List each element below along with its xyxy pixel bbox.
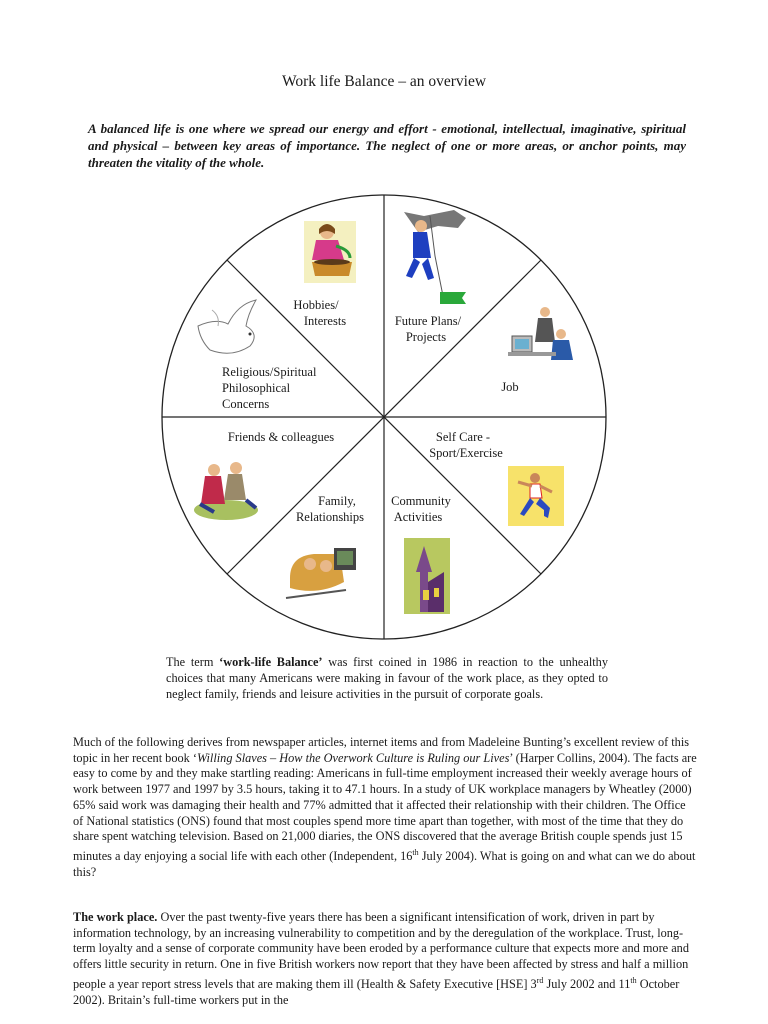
label-job: Job [501, 380, 519, 394]
body-paragraph-1 [73, 735, 697, 880]
runner-icon [508, 466, 564, 526]
label-friends: Friends & colleagues [227, 430, 335, 444]
label-hobbies-line2: Interests [303, 314, 347, 328]
label-religious-line1: Religious/Spiritual [222, 365, 317, 379]
intro-paragraph: A balanced life is one where we spread our energy and effort - emotional, intellectual, imaginative, spiritual and physical – between key areas of importance. The neglect of one or more areas, or anchor points, may threaten the vitality of the whole. [88, 121, 686, 170]
label-selfcare-line1: Self Care - [435, 430, 491, 444]
definition-paragraph [166, 654, 608, 702]
page-title: Work life Balance – an overview [281, 73, 487, 90]
label-religious-line2: Philosophical [222, 381, 291, 395]
label-future-line1: Future Plans/ [394, 314, 462, 328]
label-hobbies-line1: Hobbies/ [293, 298, 339, 312]
p2-sup-2: th [630, 975, 637, 985]
label-selfcare-line2: Sport/Exercise [429, 446, 503, 460]
church-icon [404, 538, 450, 614]
label-community-line1: Community [391, 494, 451, 508]
definition-post: was first coined in 1986 in reaction to the unhealthy choices that many Americans were making in favour of the work place, as they opted to neglect family, friends and leisure activities in the pursuit of corporate goals. [166, 655, 608, 701]
gardening-person-icon [304, 221, 356, 283]
section-heading-work-place: The work place. [73, 910, 158, 924]
p2-text-c: October 2002). Britain’s full-time workers put in the [73, 976, 680, 1007]
p1-sup: th [412, 847, 419, 857]
definition-pre: The term [166, 655, 220, 669]
p1-text-c: July 2004). What is going on and what can we do about this? [73, 849, 696, 879]
label-family-line2: Relationships [295, 510, 365, 524]
p1-text-b: ’ (Harper Collins, 2004). The facts are easy to come by and they make startling reading: Americans in full-time employment increased their weekly average hours of work between 1977 and 1997 by 3.5 hours, taking it to 47.1 hours. In a study of UK workplace managers by Wheatley (2000) 65% said work was damaging their health and 77% admitted that it affected their relationship with their children. The Office of National statistics (ONS) found that most couples spend more time apart than together, with most of the time that they do share spent watching television. Based on 21,000 diaries, the ONS discovered that the average British couple spends just 15 minutes a day enjoying a social life with each other (Independent, 16 [73, 750, 697, 864]
label-future-line2: Projects [405, 330, 447, 344]
definition-term: ‘work-life Balance’ [219, 655, 323, 669]
p2-text-b: July 2002 and 11 [543, 976, 631, 991]
p2-sup-1: rd [536, 975, 544, 985]
book-title: Willing Slaves – How the Overwork Culture is Ruling our Lives [196, 750, 510, 765]
label-religious-line3: Concerns [222, 397, 270, 411]
label-family-line1: Family, [318, 494, 356, 508]
label-community-line2: Activities [393, 510, 443, 524]
p2-text-a: Over the past twenty-five years there has been a significant intensification of work, driven in part by information technology, by an increasing vulnerability to competition and by the deregulation of the workplace. Trust, long-term loyalty and a sense of corporate community have been eroded by a performance culture that expects more and more and offers little security in return. One in five British workers now report that they have been affected by stress and half a million people a year report stress levels that are making them ill (Health & Safety Executive [HSE] 3 [73, 910, 689, 991]
body-paragraph-2 [73, 910, 697, 1008]
p1-text-a: Much of the following derives from newspaper articles, internet items and from Madeleine Bunting’s excellent review of this topic in her recent book ‘ [73, 735, 690, 765]
